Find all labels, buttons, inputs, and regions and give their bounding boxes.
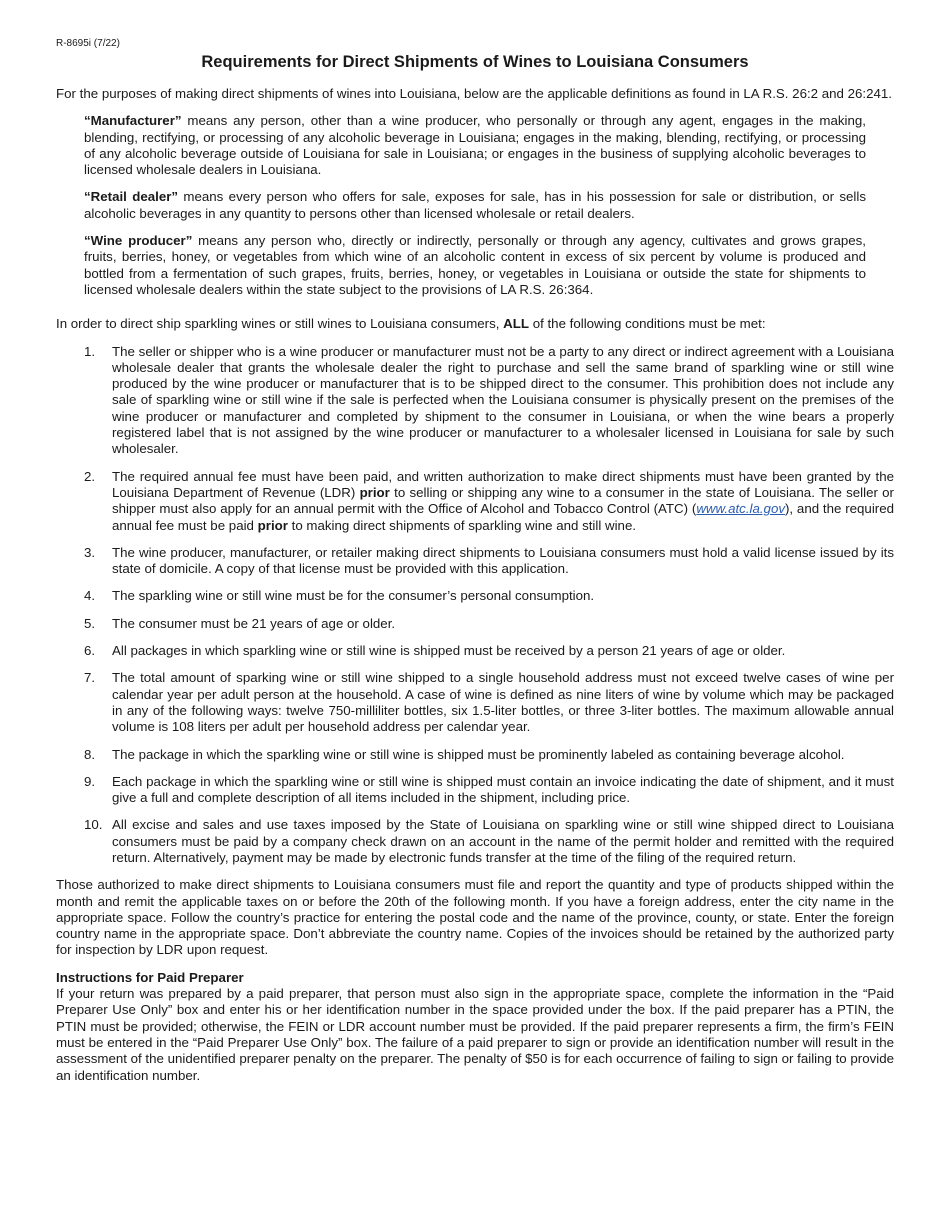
condition-text: ), and the required annual fee must be paid xyxy=(112,501,894,533)
condition-text: Each package in which the sparkling wine or still wine is shipped must contain an invoice indicating the date of shipment, and it must give a full and complete description of all items included in the shipment, including price. xyxy=(112,773,894,806)
condition-number: 2. xyxy=(84,468,96,484)
definition-manufacturer xyxy=(84,113,866,178)
condition-item-4 xyxy=(56,588,894,604)
conditions-intro-text-end: of the following conditions must be met: xyxy=(529,316,766,332)
condition-bold: prior xyxy=(257,517,288,533)
condition-text: to making direct shipments of sparkling wine and still wine. xyxy=(287,517,637,533)
condition-number: 8. xyxy=(84,746,96,762)
condition-text: to selling or shipping any wine to a consumer in the state of Louisiana. The seller or shipper must also apply for an annual permit with the Office of Alcohol and Tobacco Control (ATC) ( xyxy=(112,484,894,517)
condition-text: The consumer must be 21 years of age or older. xyxy=(112,615,396,631)
condition-item-1 xyxy=(56,344,894,458)
condition-text: All packages in which sparkling wine or still wine is shipped must be received by a person 21 years of age or older. xyxy=(112,643,786,659)
preparer-instructions: If your return was prepared by a paid preparer, that person must also sign in the appropriate space, complete the information in the “Paid Preparer Use Only” box and enter his or her identification number in the space provided under the box. If the paid preparer has a PTIN, the PTIN must be provided; otherwise, the FEIN or LDR account number must be provided. If the paid preparer represents a firm, the firm’s FEIN must be entered in the “Paid Preparer Use Only” box. The failure of a paid preparer to sign or provide an identification number will result in the assessment of the unidentified preparer penalty on the preparer. The penalty of $50 is for each occurrence of failing to sign or failing to provide an identification number. xyxy=(56,986,894,1083)
condition-item-2 xyxy=(56,469,894,534)
definitions-intro: For the purposes of making direct shipments of wines into Louisiana, below are the applicable definitions as found in LA R.S. 26:2 and 26:241. xyxy=(56,86,893,101)
definition-retail-dealer xyxy=(84,189,866,222)
condition-number: 9. xyxy=(84,773,96,789)
condition-number: 4. xyxy=(84,588,96,604)
conditions-intro-text: In order to direct ship sparkling wines or still wines to Louisiana consumers, xyxy=(56,316,504,332)
condition-text: The sparkling wine or still wine must be for the consumer’s personal consumption. xyxy=(112,588,595,604)
condition-item-6 xyxy=(56,643,894,659)
definition-text: means any person, other than a wine producer, who personally or through any agent, engages in the making, blending, rectifying, or processing of any alcoholic beverage in Louisiana; engages in the making, blending, rectifying, or processing of any alcoholic beverage outside of Louisiana for sale in Louisiana; or engages in the business of supplying alcoholic beverages to licensed wholesale dealers in Louisiana. xyxy=(84,113,866,178)
conditions-list xyxy=(56,344,894,867)
atc-website-link[interactable]: www.atc.la.gov xyxy=(696,501,785,517)
condition-item-10 xyxy=(56,817,894,866)
condition-number: 5. xyxy=(84,615,96,631)
condition-text: The total amount of sparking wine or still wine shipped to a single household address must not exceed twelve cases of wine per calendar year per adult person at the household. A case of wine is defined as nine liters of wine by volume which may be packaged in any of the following ways: twelve 750-milliliter bottles, six 1.5-liter bottles, or three 3-liter bottles. The maximum allowable annual volume is 108 liters per adult per household address per calendar year. xyxy=(112,670,894,735)
definition-text: means every person who offers for sale, exposes for sale, has in his possession for sale or distribution, or sells alcoholic beverages in any quantity to persons other than licensed wholesale or retail dealers. xyxy=(84,189,866,221)
condition-item-3 xyxy=(56,545,894,578)
condition-number: 1. xyxy=(84,343,96,359)
definition-wine-producer xyxy=(84,233,866,298)
document-page xyxy=(56,38,894,1084)
definition-text: means any person who, directly or indirectly, personally or through any agency, cultivates and grows grapes, fruits, berries, honey, or vegetables from which wine of an alcoholic content in excess of six percent by volume is produced and bottled from a fermentation of such grapes, fruits, berries, honey, or vegetables in Louisiana or outside the state for shipments to licensed wholesale dealers within the state subject to the provisions of LA R.S. 26:364. xyxy=(84,233,866,297)
conditions-intro-bold: ALL xyxy=(503,316,529,332)
condition-item-5 xyxy=(56,616,894,632)
preparer-section-title: Instructions for Paid Preparer xyxy=(56,969,244,985)
condition-text: The seller or shipper who is a wine producer or manufacturer must not be a party to any direct or indirect agreement with a Louisiana wholesale dealer that grants the wholesale dealer the right to purchase and sell the same brand of sparkling wine or still wine produced by the wine producer or manufacturer that is to be shipped direct to the consumer. This prohibition does not include any sale of sparkling wine or still wine if the sale is perfected when the Louisiana consumer is physically present on the premises of the wine producer or manufacturer and completed by shipment to the consumer in Louisiana, or when the wine bears a properly registered label that is not assigned by the wine producer or manufacturer to a wholesaler licensed in Louisiana for sale by such wholesaler. xyxy=(112,343,894,457)
condition-item-8 xyxy=(56,747,894,763)
definition-term: “Wine producer” xyxy=(84,233,193,249)
definition-term: “Manufacturer” xyxy=(84,113,182,129)
filing-instructions: Those authorized to make direct shipments to Louisiana consumers must file and report the quantity and type of products shipped within the month and remit the applicable taxes on or before the 20th of the following month. If you have a foreign address, enter the city name in the appropriate space. Follow the country’s practice for entering the postal code and the name of the province, county, or state. Enter the foreign country name in the appropriate space. Don’t abbreviate the country name. Copies of the invoices should be retained by the authorized party for inspection by LDR upon request. xyxy=(56,877,894,958)
condition-text: The package in which the sparkling wine or still wine is shipped must be prominently labeled as containing beverage alcohol. xyxy=(112,746,845,762)
condition-item-7 xyxy=(56,670,894,735)
condition-number: 6. xyxy=(84,643,96,659)
condition-text: All excise and sales and use taxes imposed by the State of Louisiana on sparkling wine or still wine shipped direct to Louisiana consumers must be paid by a company check drawn on an account in the name of the permit holder and remitted with the required return. Alternatively, payment may be made by electronic funds transfer at the time of the filing of the required return. xyxy=(112,817,894,865)
condition-text: The wine producer, manufacturer, or retailer making direct shipments to Louisiana consumers must hold a valid license issued by its state of domicile. A copy of that license must be provided with this application. xyxy=(112,544,894,577)
conditions-intro xyxy=(56,316,894,332)
condition-number: 3. xyxy=(84,544,96,560)
condition-number: 7. xyxy=(84,670,96,686)
condition-bold: prior xyxy=(359,484,390,500)
condition-number: 10. xyxy=(84,817,103,833)
condition-item-9 xyxy=(56,774,894,807)
definition-term: “Retail dealer” xyxy=(84,189,179,205)
form-id: R-8695i (7/22) xyxy=(56,38,120,49)
condition-text: The required annual fee must have been paid, and written authorization to make direct shipments must have been granted by the Louisiana Department of Revenue (LDR) xyxy=(112,468,894,500)
page-title: Requirements for Direct Shipments of Wines to Louisiana Consumers xyxy=(201,53,749,71)
